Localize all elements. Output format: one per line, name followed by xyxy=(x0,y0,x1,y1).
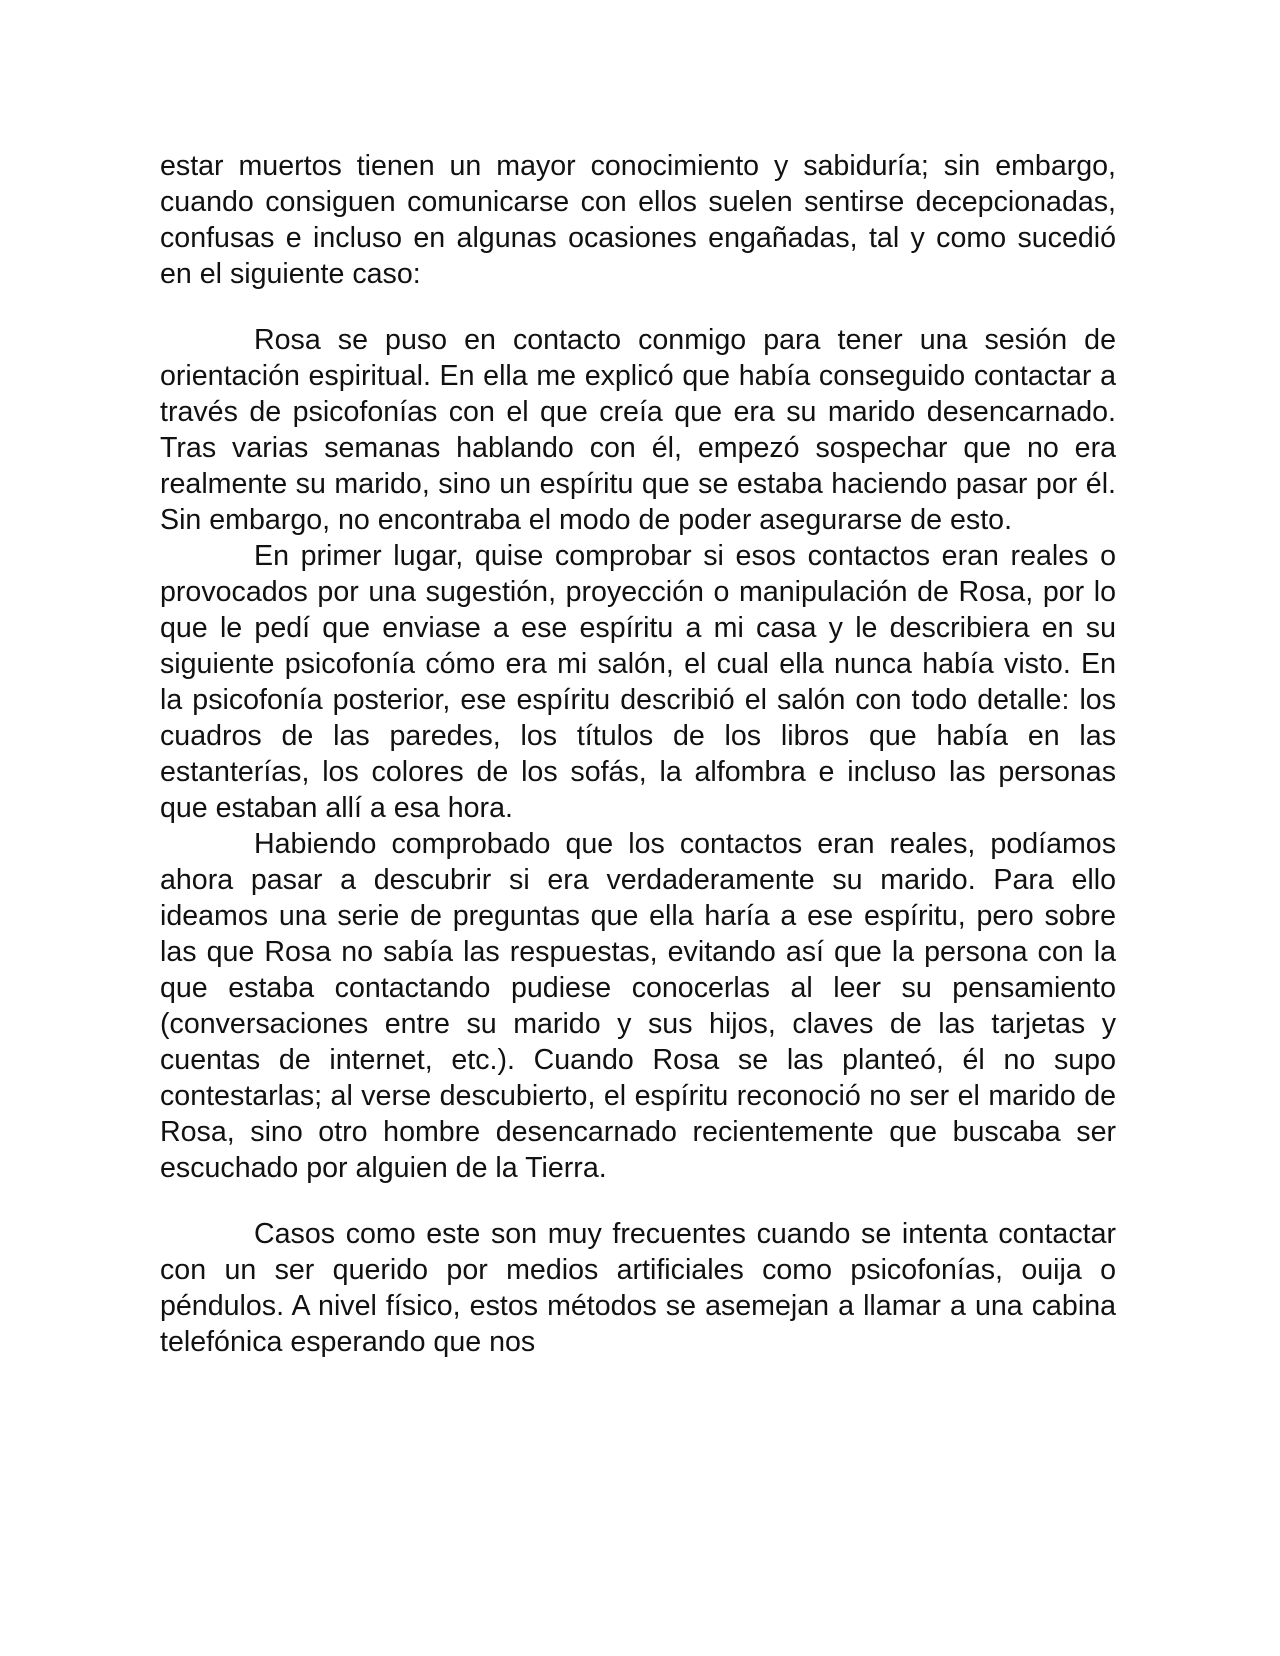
paragraph-5: Casos como este son muy frecuentes cuando se intenta contactar con un ser querido por medios artificiales como psicofonías, ouija o péndulos. A nivel físico, estos métodos se asemejan a llamar a una cabina telefónica esperando que nos xyxy=(160,1218,1116,1358)
paragraph-3: En primer lugar, quise comprobar si esos contactos eran reales o provocados por una sugestión, proyección o manipulación de Rosa, por lo que le pedí que enviase a ese espíritu a mi casa y le describiera en su siguiente psicofonía cómo era mi salón, el cual ella nunca había visto. En la psicofonía posterior, ese espíritu describió el salón con todo detalle: los cuadros de las paredes, los títulos de los libros que había en las estanterías, los colores de los sofás, la alfombra e incluso las personas que estaban allí a esa hora. xyxy=(160,540,1116,824)
paragraph-2: Rosa se puso en contacto conmigo para tener una sesión de orientación espiritual. En ella me explicó que había conseguido contactar a través de psicofonías con el que creía que era su marido desencarnado. Tras varias semanas hablando con él, empezó sospechar que no era realmente su marido, sino un espíritu que se estaba haciendo pasar por él. Sin embargo, no encontraba el modo de poder asegurarse de esto. xyxy=(160,324,1116,536)
body-text xyxy=(160,148,1116,1360)
paragraph-1: estar muertos tienen un mayor conocimiento y sabiduría; sin embargo, cuando consiguen comunicarse con ellos suelen sentirse decepcionadas, confusas e incluso en algunas ocasiones engañadas, tal y como sucedió en el siguiente caso: xyxy=(160,150,1116,290)
paragraph-4: Habiendo comprobado que los contactos eran reales, podíamos ahora pasar a descubrir si era verdaderamente su marido. Para ello ideamos una serie de preguntas que ella haría a ese espíritu, pero sobre las que Rosa no sabía las respuestas, evitando así que la persona con la que estaba contactando pudiese conocerlas al leer su pensamiento (conversaciones entre su marido y sus hijos, claves de las tarjetas y cuentas de internet, etc.). Cuando Rosa se las planteó, él no supo contestarlas; al verse descubierto, el espíritu reconoció no ser el marido de Rosa, sino otro hombre desencarnado recientemente que buscaba ser escuchado por alguien de la Tierra. xyxy=(160,828,1116,1184)
